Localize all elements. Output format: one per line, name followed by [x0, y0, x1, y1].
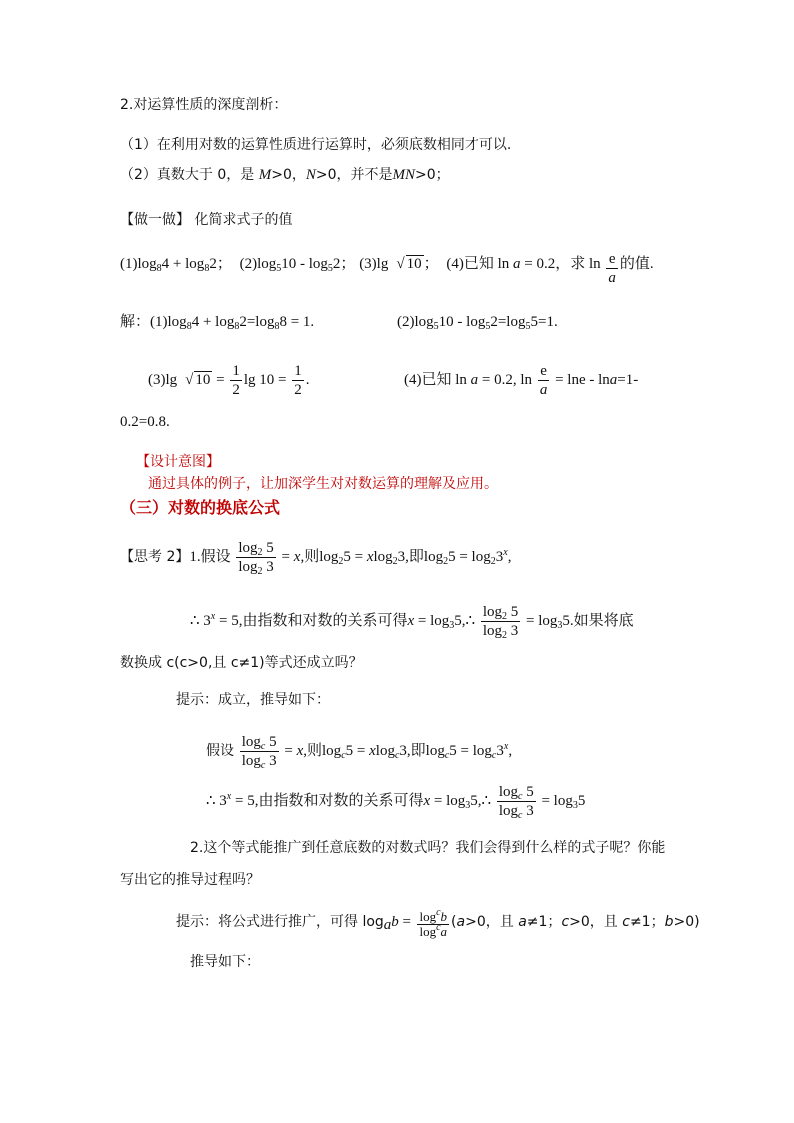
t-three2: 3 — [495, 549, 504, 565]
subscript: 3 — [465, 800, 471, 811]
h2-eq: = — [398, 914, 412, 930]
numerator: e — [538, 362, 550, 381]
sol-3dot: . — [305, 372, 310, 388]
fraction-log2-5-over-log2-3 — [236, 539, 275, 576]
var-x: x — [369, 743, 376, 759]
h2-c1: ( — [451, 914, 457, 930]
ex-3c: ； — [423, 256, 439, 272]
numerator: $\log_c 5$ — [498, 784, 534, 803]
try-heading: 【做一做】 化简求式子的值 — [120, 212, 293, 228]
fraction-e-over-a — [538, 362, 550, 399]
question-2-cont: 写出它的推导过程吗？ — [120, 872, 260, 888]
h-b6: 5 — [577, 793, 586, 809]
h-b3: = log — [430, 793, 466, 809]
var-a: a — [609, 372, 618, 388]
subscript: 5 — [276, 263, 282, 274]
hint-c-line-1 — [206, 728, 512, 774]
fraction-log2-5-over-log2-3 — [481, 603, 520, 640]
fraction-e-over-a — [606, 250, 618, 287]
h-a: 假设 — [206, 743, 234, 759]
subscript: c — [394, 750, 400, 761]
subscript: 5 — [433, 321, 439, 332]
subscript: 8 — [204, 263, 210, 274]
numerator: $\log_2 5$ — [482, 604, 519, 623]
t-b2: = 5,由指数和对数的关系可得 — [215, 613, 408, 629]
superscript: x — [226, 791, 232, 802]
h-b1: ∴ 3 — [206, 793, 227, 809]
sol-4c: = lne - ln — [551, 372, 610, 388]
var-a: a — [470, 372, 479, 388]
h-three-c: 3 — [496, 743, 504, 759]
superscript: x — [210, 611, 216, 622]
var-x: x — [293, 549, 301, 565]
design-heading: 【设计意图】 — [136, 454, 220, 470]
subscript: c — [491, 750, 497, 761]
numerator: 1 — [232, 363, 240, 380]
ex-3: (3)lg — [359, 256, 389, 272]
item-2-text: （2）真数大于 0，是 — [120, 167, 259, 183]
think-a: 1.假设 — [189, 549, 231, 565]
hint-1: 提示：成立，推导如下： — [176, 692, 330, 708]
solution-label: 解： — [120, 314, 151, 330]
fraction-logc-5-over-logc-3 — [240, 733, 279, 770]
t-then: ,则log — [300, 549, 339, 565]
var-x: x — [366, 549, 374, 565]
ex-2: (2)log — [239, 256, 277, 272]
fraction-logc-b-over-logc-a — [417, 907, 449, 939]
subscript: c — [341, 750, 346, 761]
radicand: 10 — [406, 256, 422, 272]
sol-3: (3)lg — [148, 372, 178, 388]
t-b3: = log — [414, 613, 450, 629]
sol-1d: 8 = 1. — [279, 314, 315, 330]
sol-3mid: lg 10 = — [243, 372, 287, 388]
think-label: 【思考 2】 — [120, 549, 190, 565]
sol-1: (1)log — [150, 314, 187, 330]
numerator: $\log^cb$ — [419, 907, 448, 924]
t-eq: = — [277, 549, 294, 565]
t-five2: 5 = log — [448, 549, 491, 565]
var-c: c — [622, 914, 630, 930]
sol-2: (2)log — [397, 314, 434, 330]
h-eq: = — [280, 743, 297, 759]
ex-1b: 4 + log — [161, 256, 205, 272]
subscript: 5 — [525, 321, 531, 332]
sol-4e: =1- — [617, 372, 639, 388]
item-2-text: >0； — [415, 167, 450, 183]
h-three: 3,即log — [399, 743, 445, 759]
denominator: $\log_2 3$ — [482, 623, 519, 642]
ex-1c: 2； — [209, 256, 232, 272]
subscript: 2 — [490, 556, 496, 567]
numerator: e — [606, 250, 618, 269]
t-three: 3,即log — [397, 549, 444, 565]
item-2-text: >0， — [271, 167, 306, 183]
sol-3eq: = — [212, 372, 225, 388]
h-comma: , — [508, 743, 513, 759]
think-line-3: 数换成 c(c>0,且 c≠1)等式还成立吗？ — [120, 655, 363, 671]
t-comma: , — [507, 549, 512, 565]
subscript: 8 — [274, 321, 280, 332]
var-N: N — [305, 167, 316, 183]
superscript: x — [503, 547, 508, 558]
var-a: a — [513, 256, 521, 272]
solution-line-3: (3)lg √ 10 = $\frac{1}{2}$ lg 10 = $\frac{1}{2}$ . — [148, 363, 310, 399]
numerator: $\log_c 5$ — [241, 734, 277, 753]
denominator: $\log_c 3$ — [498, 803, 534, 822]
sol-2c: 2=log — [490, 314, 526, 330]
think-line-2 — [190, 598, 634, 644]
ex-4c: 的值. — [619, 256, 654, 272]
h2-c11: >0) — [673, 914, 700, 930]
item-2-text: >0，并不是 — [315, 167, 393, 183]
var-a: a — [518, 914, 527, 930]
denominator: a — [608, 270, 616, 286]
subscript: 8 — [186, 321, 192, 332]
subscript: a — [383, 917, 392, 933]
subscript: 2 — [392, 556, 398, 567]
subscript: 3 — [557, 620, 563, 631]
subscript: 2 — [443, 556, 449, 567]
denominator: $\log_2 3$ — [238, 559, 274, 578]
numerator: $\log_2 5$ — [238, 540, 274, 559]
sol-1b: 4 + log — [191, 314, 235, 330]
item-1: （1）在利用对数的运算性质进行运算时，必须底数相同才可以. — [120, 137, 512, 153]
hint-c-line-2 — [206, 778, 585, 824]
section-3-title: （三）对数的换底公式 — [120, 498, 281, 517]
var-x: x — [407, 613, 415, 629]
t-b4: 5,∴ — [454, 613, 476, 629]
question-2: 2.这个等式能推广到任意底数的对数式吗？我们会得到什么样的式子呢？你能 — [190, 840, 666, 856]
superscript: x — [503, 741, 509, 752]
ex-1: (1)log — [120, 256, 157, 272]
ex-2c: 2； — [332, 256, 356, 272]
var-M: M — [258, 167, 272, 183]
denominator: 2 — [294, 382, 302, 399]
item-2 — [120, 165, 450, 185]
subscript: 5 — [327, 263, 333, 274]
var-a: a — [456, 914, 466, 930]
sol-2b: 10 - log — [438, 314, 486, 330]
var-x: x — [296, 743, 304, 759]
numerator: 1 — [294, 363, 302, 380]
t-b5: = log — [522, 613, 558, 629]
sol-4: (4)已知 ln — [404, 372, 471, 388]
derive-label: 推导如下： — [190, 954, 260, 970]
h-b4: 5,∴ — [470, 793, 492, 809]
t-xlog: log — [373, 549, 393, 565]
h-then: ,则log — [303, 743, 342, 759]
var-b: b — [664, 914, 674, 930]
ex-2b: 10 - log — [281, 256, 328, 272]
denominator: $\log^ca$ — [419, 922, 448, 939]
denominator: $\log_c 3$ — [241, 753, 277, 772]
solution-line-4 — [404, 360, 638, 400]
section-2-title: 2.对运算性质的深度剖析： — [120, 97, 288, 113]
sol-4b: = 0.2, ln — [478, 372, 533, 388]
solution-line-1 — [120, 312, 314, 332]
subscript: 3 — [572, 800, 578, 811]
sol-1c: 2=log — [239, 314, 275, 330]
h2-a: 提示：将公式进行推广，可得 log — [176, 914, 384, 930]
var-b: b — [391, 914, 399, 930]
subscript: 5 — [485, 321, 491, 332]
fraction-logc-5-over-logc-3 — [497, 783, 536, 820]
h-five: 5 = log — [449, 743, 492, 759]
subscript: 8 — [156, 263, 162, 274]
h-eq5: 5 = — [345, 743, 370, 759]
h-log: log — [375, 743, 395, 759]
var-c: c — [561, 914, 570, 930]
ex-4b: = 0.2，求 ln — [520, 256, 601, 272]
denominator: a — [539, 382, 548, 399]
h2-c7: >0，且 — [569, 914, 623, 930]
var-x: x — [423, 793, 431, 809]
solution-line-4-cont: 0.2=0.8. — [120, 414, 170, 430]
design-text: 通过具体的例子，让加深学生对对数运算的理解及应用。 — [148, 476, 498, 492]
var-MN: MN — [392, 167, 416, 183]
exercise-line: $(1)\log_84 + \log_82$； $(2)\log_510 - \log_52$； (3)lg √ 10 ； (4)已知 ln a = 0.2，求 ln $\frac{e}{a}$ 的值. — [120, 251, 654, 286]
subscript: c — [444, 750, 450, 761]
denominator: 2 — [232, 382, 240, 399]
t-five: 5 = — [343, 549, 367, 565]
h2-c9: ≠1； — [629, 914, 665, 930]
h-b2: = 5,由指数和对数的关系可得 — [231, 793, 424, 809]
h-b5: = log — [537, 793, 573, 809]
fraction-one-half — [292, 362, 304, 399]
subscript: 8 — [234, 321, 240, 332]
hint-2 — [176, 906, 700, 946]
ex-4: (4)已知 ln — [446, 256, 514, 272]
radicand: 10 — [195, 372, 211, 388]
subscript: 2 — [338, 556, 344, 567]
t-b1: ∴ 3 — [190, 613, 211, 629]
solution-line-2 — [397, 312, 558, 332]
h2-c3: >0，且 — [465, 914, 519, 930]
subscript: 3 — [449, 620, 455, 631]
think-line-1 — [120, 534, 511, 580]
h2-c5: ≠1； — [526, 914, 562, 930]
sol-2d: 5=1. — [530, 314, 558, 330]
t-b6: 5.如果将底 — [562, 613, 634, 629]
fraction-one-half — [230, 362, 242, 399]
